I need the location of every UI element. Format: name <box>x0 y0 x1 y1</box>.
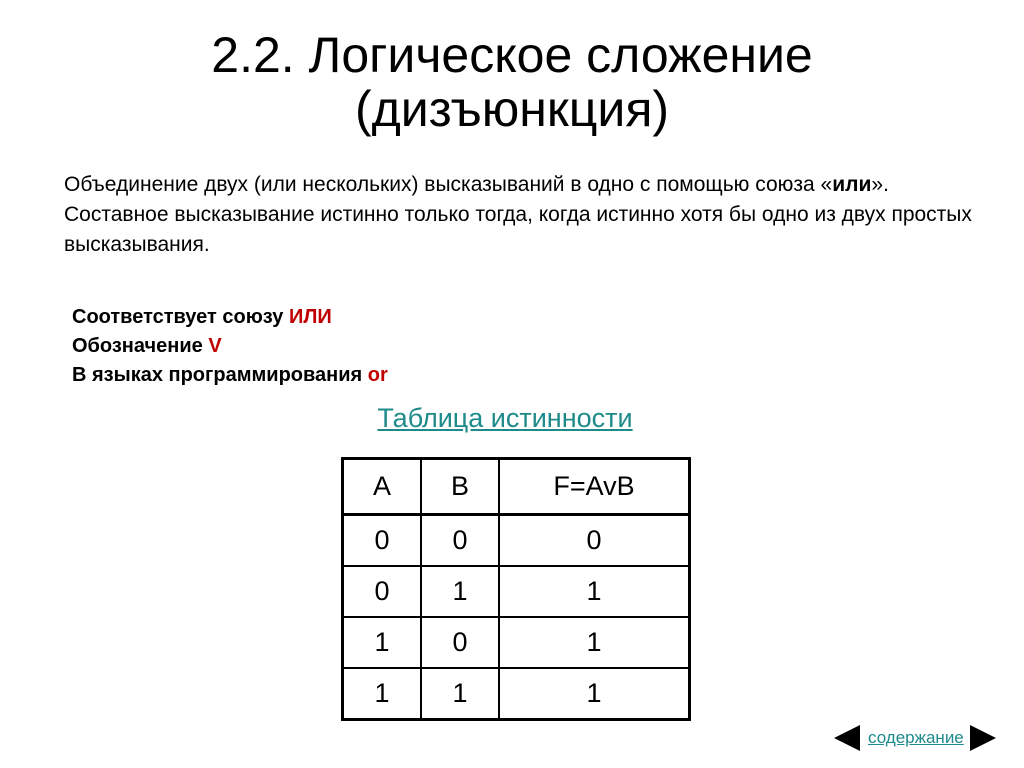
triangle-right-icon[interactable] <box>970 725 996 751</box>
property-conjunction <box>72 303 672 332</box>
title-line-2: (дизъюнкция) <box>354 81 670 137</box>
property-value: ИЛИ <box>288 306 332 328</box>
definition-text-start: Объединение двух (или нескольких) высказываний в одно с помощью союза « <box>64 173 833 196</box>
table-row <box>343 566 690 617</box>
table-cell: 1 <box>343 668 422 720</box>
property-symbol <box>72 332 672 361</box>
table-row <box>343 617 690 668</box>
table-cell: 0 <box>499 515 690 567</box>
triangle-left-icon[interactable] <box>834 725 860 751</box>
properties-list <box>72 303 672 390</box>
title-line-1: 2.2. Логическое сложение <box>211 27 813 83</box>
column-header-a: A <box>343 459 422 515</box>
property-programming <box>72 361 672 390</box>
table-cell: 0 <box>421 617 499 668</box>
table-cell: 1 <box>499 668 690 720</box>
table-header-row <box>343 459 690 515</box>
truth-table <box>341 457 691 721</box>
property-value: V <box>208 335 222 357</box>
property-label: Обозначение <box>72 335 209 357</box>
table-row <box>343 668 690 720</box>
conjunction-word: или <box>832 173 872 196</box>
table-cell: 1 <box>421 668 499 720</box>
definition-paragraph-2: Составное высказывание истинно только тогда, когда истинно хотя бы одно из двух простых высказывания. <box>64 203 972 256</box>
column-header-f: F=AvB <box>499 459 690 515</box>
table-cell: 1 <box>343 617 422 668</box>
slide-navigation <box>834 724 996 752</box>
truth-table-link[interactable]: Таблица истинности <box>377 403 633 433</box>
table-cell: 0 <box>343 515 422 567</box>
column-header-b: B <box>421 459 499 515</box>
table-row <box>343 515 690 567</box>
definition-text-end: ». <box>871 173 889 196</box>
definition-paragraph-1 <box>64 170 994 200</box>
table-cell: 0 <box>343 566 422 617</box>
table-cell: 0 <box>421 515 499 567</box>
table-cell: 1 <box>499 566 690 617</box>
table-cell: 1 <box>421 566 499 617</box>
definition-text <box>64 170 994 260</box>
property-value: or <box>367 364 388 386</box>
contents-link[interactable]: содержание <box>868 728 964 747</box>
property-label: В языках программирования <box>72 364 368 386</box>
slide-title <box>0 28 1024 136</box>
property-label: Соответствует союзу <box>72 306 289 328</box>
table-cell: 1 <box>499 617 690 668</box>
